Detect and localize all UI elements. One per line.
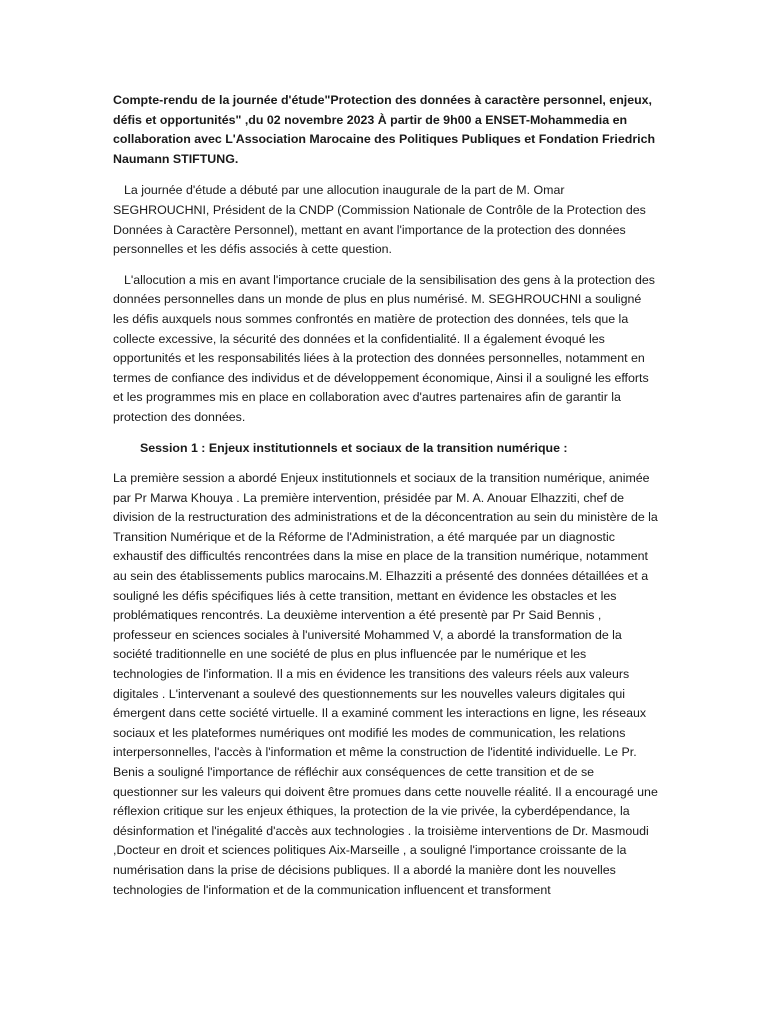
document-title: Compte-rendu de la journée d'étude"Protection des données à caractère personnel, enjeux, défis et opportunités" ,du 02 novembre 2023 À partir de 9h00 a ENSET-Mohammedia en collaboration avec L'Association Marocaine des Politiques Publiques et Fondation Friedrich Naumann STIFTUNG. — [113, 93, 656, 166]
session-1-body: La première session a abordé Enjeux institutionnels et sociaux de la transition numérique, animée par Pr Marwa Khouya . La première intervention, présidée par M. A. Anouar Elhazziti, chef de division de la restructuration des administrations et de la déconcentration au sein du ministère de la Transition Numérique et de la Réforme de l'Administration, a été marquée par un diagnostic exhaustif des difficultés rencontrées dans la mise en place de la transition numérique, notamment au sein des établissements publics marocains.M. Elhazziti a présenté des données détaillées et a souligné les défis spécifiques liés à cette transition, mettant en évidence les obstacles et les problématiques rencontrés. La deuxième intervention a été presentè par Pr Said Bennis , professeur en sciences sociales à l'université Mohammed V, a abordé la transformation de la société traditionnelle en une société de plus en plus influencée par le numérique et les technologies de l'information. Il a mis en évidence les transitions des valeurs réels aux valeurs digitales . L'intervenant a soulevé des questionnements sur les nouvelles valeurs digitales qui émergent dans cette société virtuelle. Il a examiné comment les interactions en ligne, les réseaux sociaux et les plateformes numériques ont modifié les modes de communication, les relations interpersonnelles, l'accès à l'information et même la construction de l'identité individuelle. Le Pr. Benis a souligné l'importance de réfléchir aux conséquences de cette transition et de se questionner sur les valeurs qui doivent être promues dans cette nouvelle réalité. Il a encouragé une réflexion critique sur les enjeux éthiques, la protection de la vie privée, la cyberdépendance, la désinformation et l'inégalité d'accès aux technologies . la troisième interventions de Dr. Masmoudi ,Docteur en droit et sciences politiques Aix-Marseille , a souligné l'importance croissante de la numérisation dans la prise de décisions publiques. Il a abordé la manière dont les nouvelles technologies de l'information et de la communication influencent et transforment — [113, 471, 658, 897]
document-page — [113, 91, 658, 900]
paragraph-allocution: L'allocution a mis en avant l'importance cruciale de la sensibilisation des gens à la protection des données personnelles dans un monde de plus en plus numérisé. M. SEGHROUCHNI a souligné les défis auxquels nous sommes confrontés en matière de protection des données, tels que la collecte excessive, la sécurité des données et la confidentialité. Il a également évoqué les opportunités et les responsabilités liées à la protection des données personnelles, notamment en termes de confiance des individus et de développement économique, Ainsi il a souligné les efforts et les programmes mis en place en collaboration avec d'autres partenaires afin de garantir la protection des données. — [113, 272, 655, 424]
paragraph-opening: La journée d'étude a débuté par une allocution inaugurale de la part de M. Omar SEGHROUCHNI, Président de la CNDP (Commission Nationale de Contrôle de la Protection des Données à Caractère Personnel), mettant en avant l'importance de la protection des données personnelles et les défis associés à cette question. — [113, 183, 646, 257]
session-1-heading: Session 1 : Enjeux institutionnels et sociaux de la transition numérique : — [140, 440, 568, 455]
